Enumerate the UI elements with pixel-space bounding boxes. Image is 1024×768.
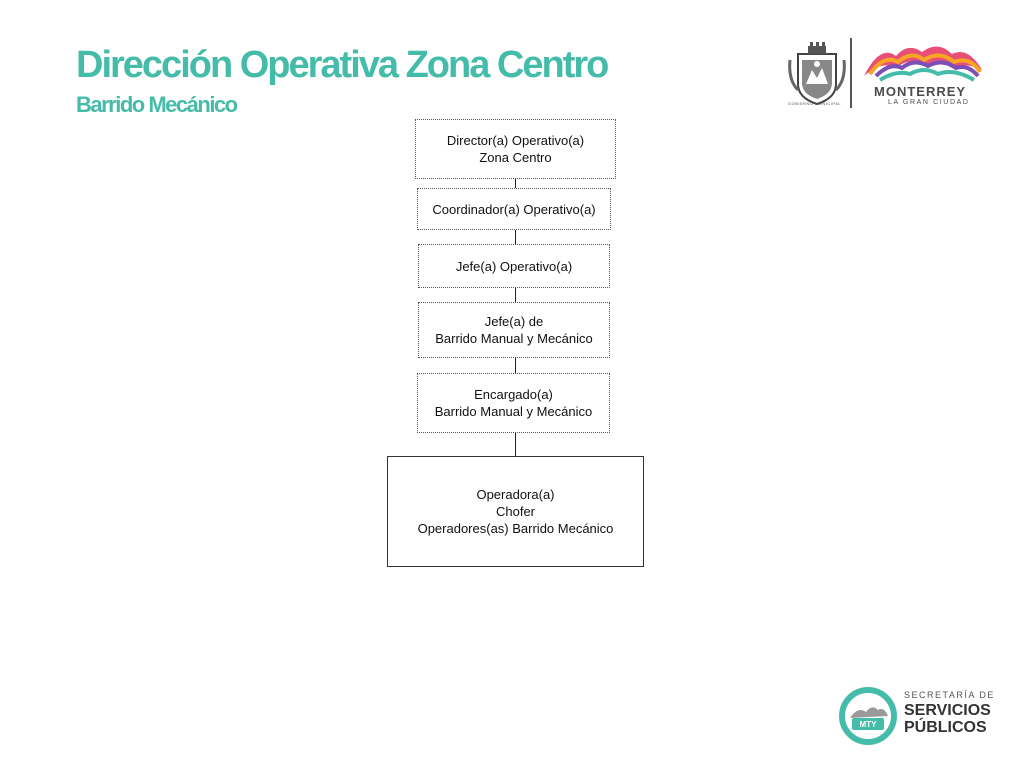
node-text: Operadora(a) xyxy=(476,487,555,502)
connector-line xyxy=(515,230,516,244)
org-node-director xyxy=(415,119,616,179)
connector-line xyxy=(515,358,516,373)
org-node-jefe-barrido xyxy=(418,302,610,358)
node-text: Zona Centro xyxy=(479,150,552,165)
connector-line xyxy=(515,433,516,456)
org-node-operadores xyxy=(387,456,644,567)
node-text: Barrido Manual y Mecánico xyxy=(434,404,593,419)
org-node-jefe-operativo xyxy=(418,244,610,288)
connector-line xyxy=(515,179,516,188)
node-text: Coordinador(a) Operativo(a) xyxy=(432,201,596,217)
org-node-encargado xyxy=(417,373,610,433)
publicos-label: PÚBLICOS xyxy=(904,719,987,736)
node-text: Encargado(a) xyxy=(474,387,553,402)
badge-text: MTY xyxy=(859,720,877,729)
node-text: Chofer xyxy=(495,504,536,519)
city-tagline: LA GRAN CIUDAD xyxy=(888,99,970,106)
org-node-coordinador xyxy=(417,188,611,230)
page-subtitle: Barrido Mecánico xyxy=(76,92,237,117)
node-text: Operadores(as) Barrido Mecánico xyxy=(417,521,614,536)
logo-divider xyxy=(850,38,852,108)
node-text: Director(a) Operativo(a) xyxy=(446,133,585,148)
page-title: Dirección Operativa Zona Centro xyxy=(76,44,608,86)
node-text: Jefe(a) de xyxy=(484,314,544,329)
connector-line xyxy=(515,288,516,302)
servicios-publicos-badge-icon xyxy=(838,686,898,746)
servicios-label: SERVICIOS xyxy=(904,702,991,719)
municipal-caption: GOBIERNO MUNICIPAL xyxy=(788,101,842,106)
secretaria-label: SECRETARÍA DE xyxy=(904,690,995,700)
city-name: MONTERREY xyxy=(874,84,967,99)
node-text: Barrido Manual y Mecánico xyxy=(435,331,593,346)
node-text: Jefe(a) Operativo(a) xyxy=(455,258,573,274)
